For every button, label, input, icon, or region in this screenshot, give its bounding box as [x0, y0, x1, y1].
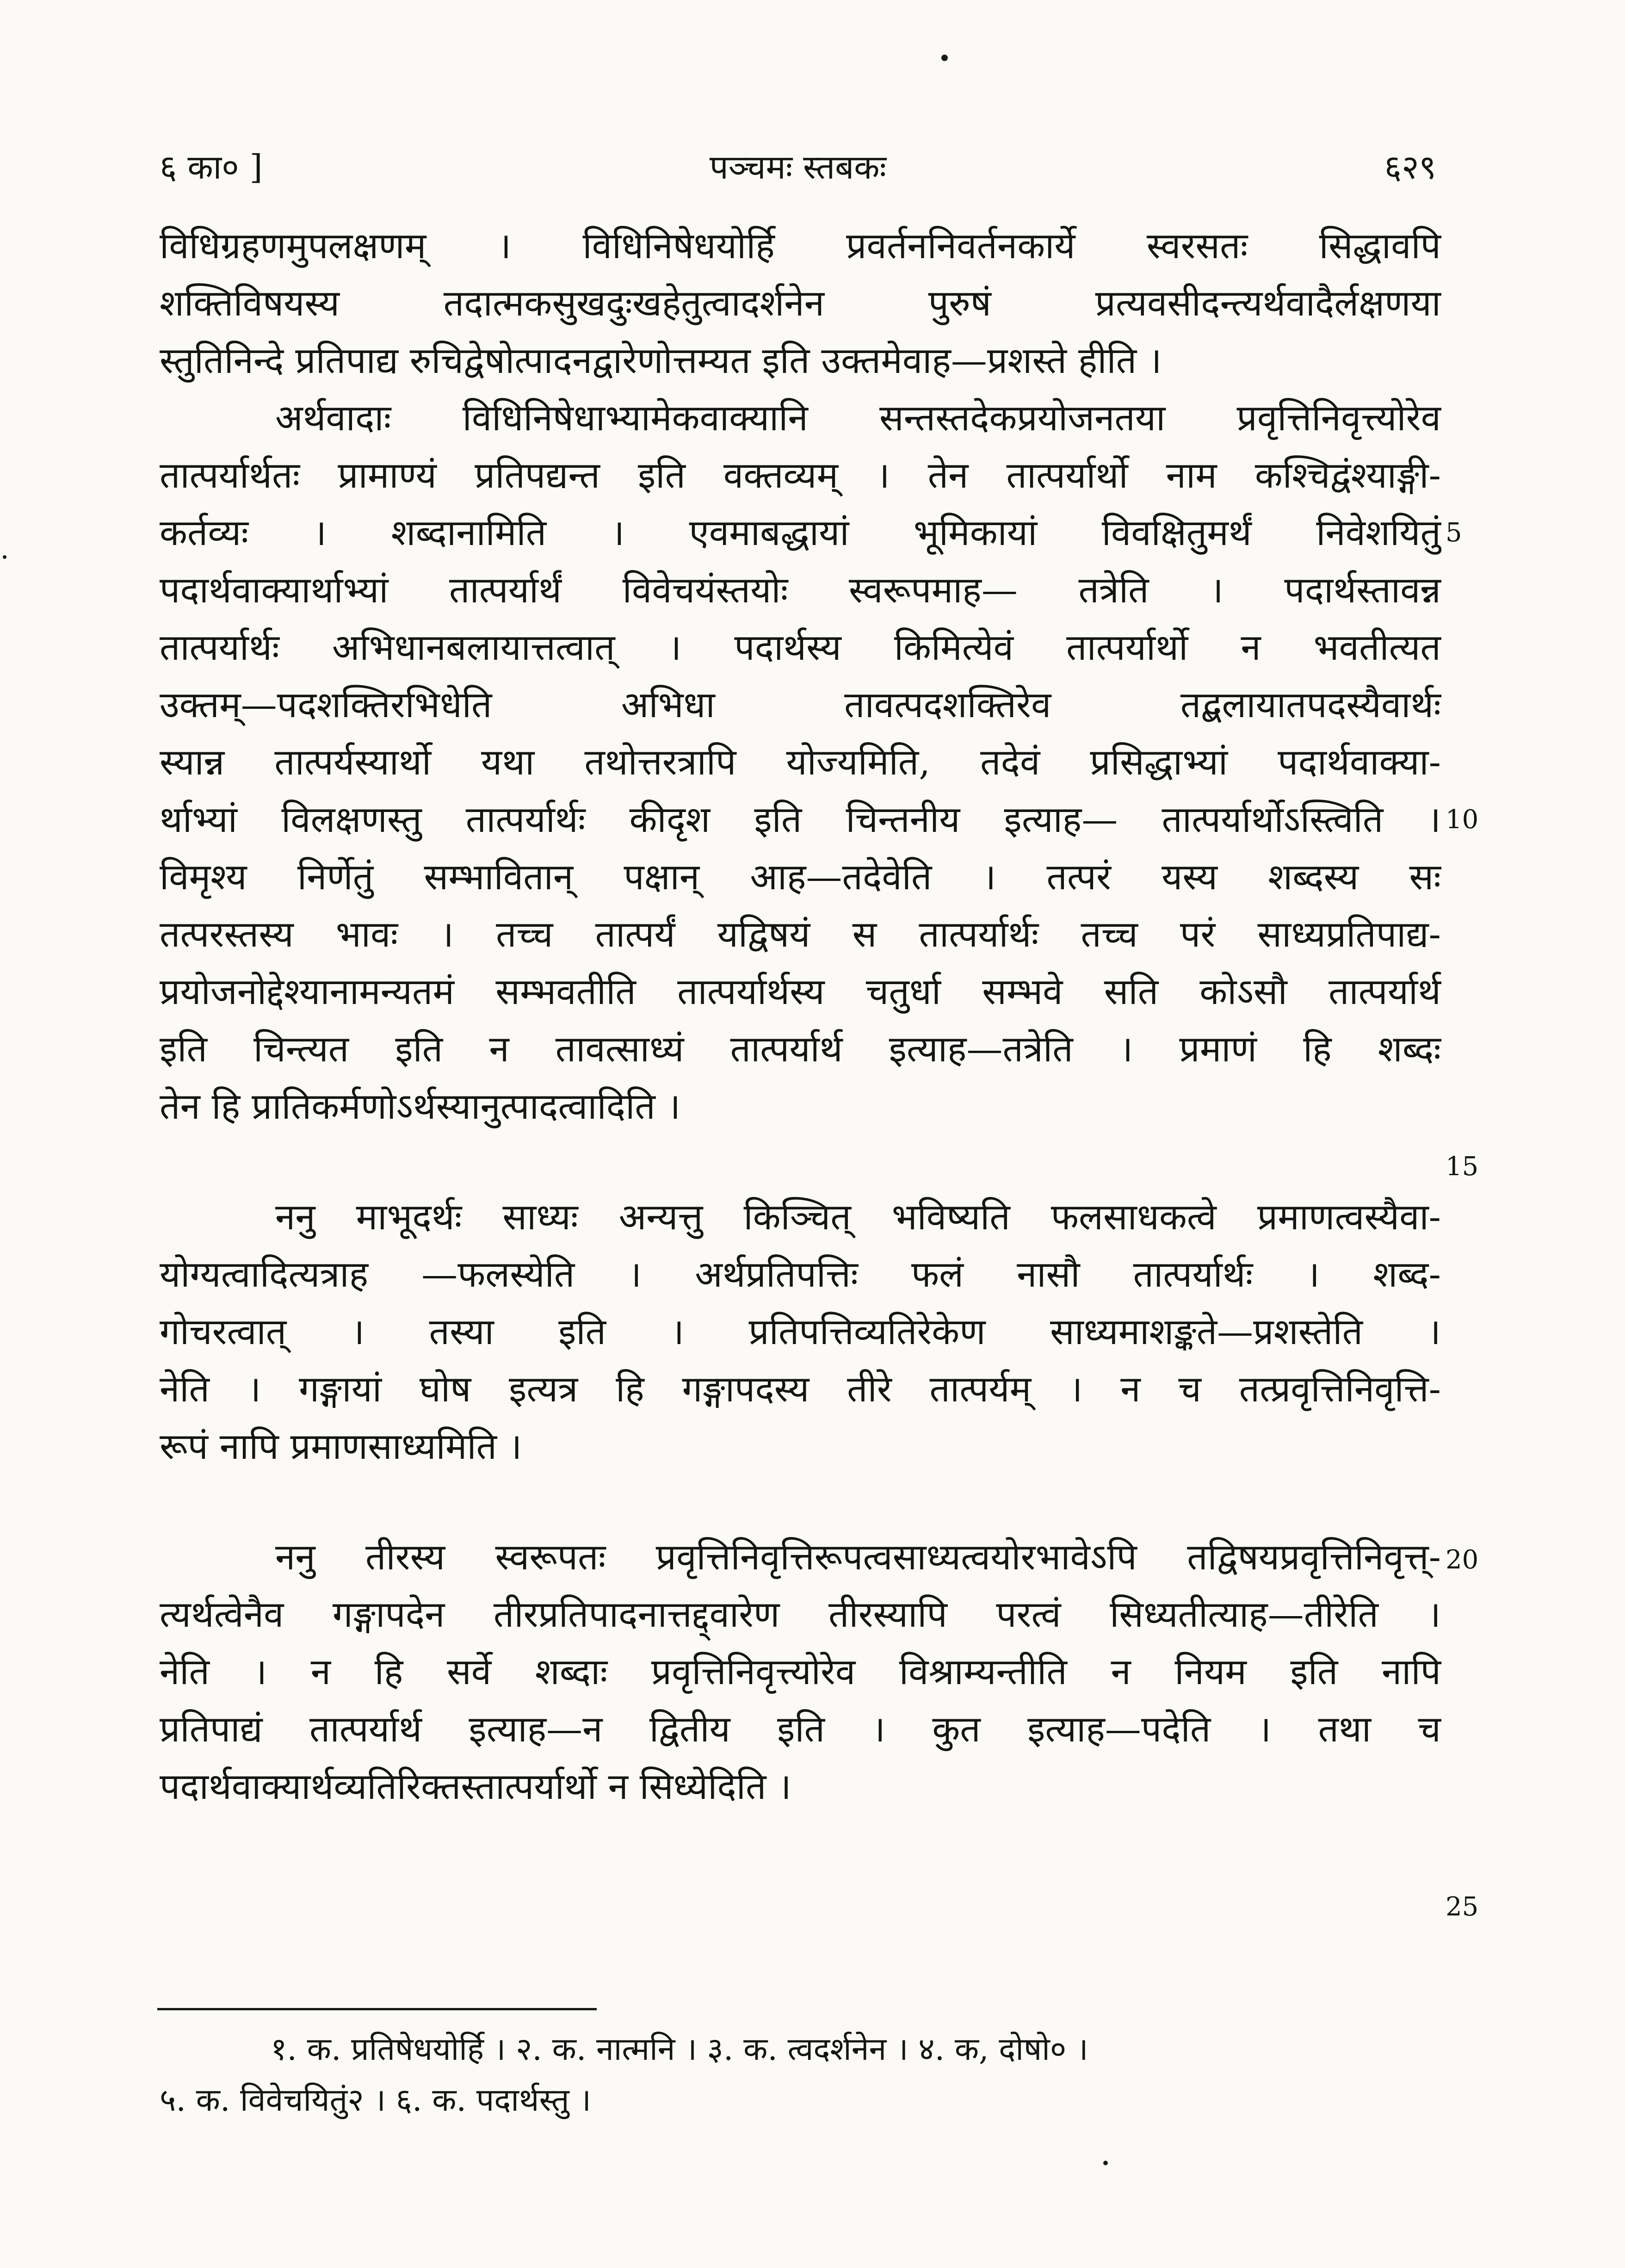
text-line: अर्थवादाः विधिनिषेधाभ्यामेकवाक्यानि सन्तस्तदेकप्रयोजनतया प्रवृत्तिनिवृत्त्योरेव [275, 397, 1441, 439]
text-line: योग्यत्वादित्यत्राह —फलस्येति । अर्थप्रतिपत्तिः फलं नासौ तात्पर्यार्थः । शब्द- [160, 1254, 1441, 1295]
text-line: विधिग्रहणमुपलक्षणम् । विधिनिषेधयोर्हि प्रवर्तननिवर्तनकार्ये स्वरसतः सिद्धावपि [160, 225, 1441, 267]
print-speck [1103, 2161, 1108, 2165]
header-section-title: पञ्चमः स्तबकः [709, 148, 887, 186]
paragraph-1 [160, 217, 1441, 390]
text-line: पदार्थवाक्यार्थाभ्यां तात्पर्यार्थं विवेचयंस्तयोः स्वरूपमाह— तत्रेति । पदार्थस्तावन्न [160, 570, 1441, 611]
margin-line-number: 15 [1446, 1152, 1479, 1182]
text-line: तात्पर्यार्थः अभिधानबलायात्तत्वात् । पदार्थस्य किमित्येवं तात्पर्यार्थो न भवतीत्यत [160, 627, 1441, 669]
paragraph-3 [160, 1189, 1441, 1475]
text-line: प्रयोजनोद्देश्यानामन्यतमं सम्भवतीति तात्पर्यार्थस्य चतुर्धा सम्भवे सति कोऽसौ तात्पर्यार्थ [160, 971, 1441, 1013]
text-line: नेति । गङ्गायां घोष इत्यत्र हि गङ्गापदस्य तीरे तात्पर्यम् । न च तत्प्रवृत्तिनिवृत्ति- [160, 1369, 1441, 1410]
text-line: र्थाभ्यां विलक्षणस्तु तात्पर्यार्थः कीदृश इति चिन्तनीय इत्याह— तात्पर्यार्थोऽस्त्विति । [160, 799, 1441, 841]
header-chapter-ref: ६ का० ] [160, 148, 263, 186]
text-line: त्यर्थत्वेनैव गङ्गापदेन तीरप्रतिपादनात्तद्द्वारेण तीरस्यापि परत्वं सिध्यतीत्याह—तीरेति । [160, 1594, 1441, 1636]
text-line: नेति । न हि सर्वे शब्दाः प्रवृत्तिनिवृत्त्योरेव विश्राम्यन्तीति न नियम इति नापि [160, 1651, 1441, 1693]
margin-line-number: 20 [1446, 1545, 1479, 1575]
footnotes [160, 2024, 1441, 2126]
page-number: ६२९ [1384, 148, 1436, 186]
margin-line-number: 10 [1446, 805, 1479, 835]
text-line: ननु तीरस्य स्वरूपतः प्रवृत्तिनिवृत्तिरूपत्वसाध्यत्वयोरभावेऽपि तद्विषयप्रवृत्तिनिवृत्त्- [275, 1537, 1441, 1578]
text-line: गोचरत्वात् । तस्या इति । प्रतिपत्तिव्यतिरेकेण साध्यमाशङ्कते—प्रशस्तेति । [160, 1311, 1441, 1353]
paragraph-2 [160, 390, 1441, 1135]
print-speck [941, 55, 948, 61]
paragraph-4 [160, 1529, 1441, 1816]
main-text [160, 217, 1441, 1816]
running-header [160, 143, 1436, 194]
footnote-line: १. क. प्रतिषेधयोर्हि । २. क. नात्मनि । ३. क. त्वदर्शनेन । ४. क, दोषो० । [271, 2031, 1088, 2068]
text-line: ननु माभूदर्थः साध्यः अन्यत्तु किञ्चित् भविष्यति फलसाधकत्वे प्रमाणत्वस्यैवा- [275, 1196, 1441, 1238]
margin-line-number: 25 [1446, 1892, 1479, 1922]
footnote-rule [157, 2008, 597, 2010]
text-line: पदार्थवाक्यार्थव्यतिरिक्तस्तात्पर्यार्थो न सिध्येदिति । [160, 1766, 791, 1808]
text-line: शक्तिविषयस्य तदात्मकसुखदुःखहेतुत्वादर्शनेन पुरुषं प्रत्यवसीदन्त्यर्थवादैर्लक्षणया [160, 283, 1441, 324]
text-line: तेन हि प्रातिकर्मणोऽर्थस्यानुत्पादत्वादिति । [160, 1086, 681, 1128]
text-line: रूपं नापि प्रमाणसाध्यमिति । [160, 1426, 522, 1468]
text-line: उक्तम्—पदशक्तिरभिधेति अभिधा तावत्पदशक्तिरेव तद्बलायातपदस्यैवार्थः [160, 684, 1441, 726]
text-line: कर्तव्यः । शब्दानामिति । एवमाबद्धायां भूमिकायां विवक्षितुमर्थं निवेशयितुं [160, 512, 1441, 554]
text-line: तत्परस्तस्य भावः । तच्च तात्पर्यं यद्विषयं स तात्पर्यार्थः तच्च परं साध्यप्रतिपाद्य- [160, 914, 1441, 955]
text-line: तात्पर्यार्थतः प्रामाण्यं प्रतिपद्यन्त इति वक्तव्यम् । तेन तात्पर्यार्थो नाम कश्चिद्वंश्याङ्गी- [160, 455, 1441, 496]
text-line: विमृश्य निर्णेतुं सम्भावितान् पक्षान् आह—तदेवेति । तत्परं यस्य शब्दस्य सः [160, 856, 1441, 898]
text-line: इति चिन्त्यत इति न तावत्साध्यं तात्पर्यार्थ इत्याह—तत्रेति । प्रमाणं हि शब्दः [160, 1029, 1441, 1070]
text-line: प्रतिपाद्यं तात्पर्यार्थ इत्याह—न द्वितीय इति । कुत इत्याह—पदेति । तथा च [160, 1709, 1441, 1750]
text-line: स्यान्न तात्पर्यस्यार्थो यथा तथोत्तरत्रापि योज्यमिति, तदेवं प्रसिद्धाभ्यां पदार्थवाक्या- [160, 742, 1441, 783]
margin-line-number: 5 [1446, 518, 1462, 548]
print-speck [3, 555, 6, 559]
text-line: स्तुतिनिन्दे प्रतिपाद्य रुचिद्वेषोत्पादनद्वारेणोत्तम्यत इति उक्तमेवाह—प्रशस्ते हीति । [160, 340, 1162, 382]
footnote-line: ५. क. विवेचयितुं२ । ६. क. पदार्थस्तु । [160, 2082, 592, 2119]
